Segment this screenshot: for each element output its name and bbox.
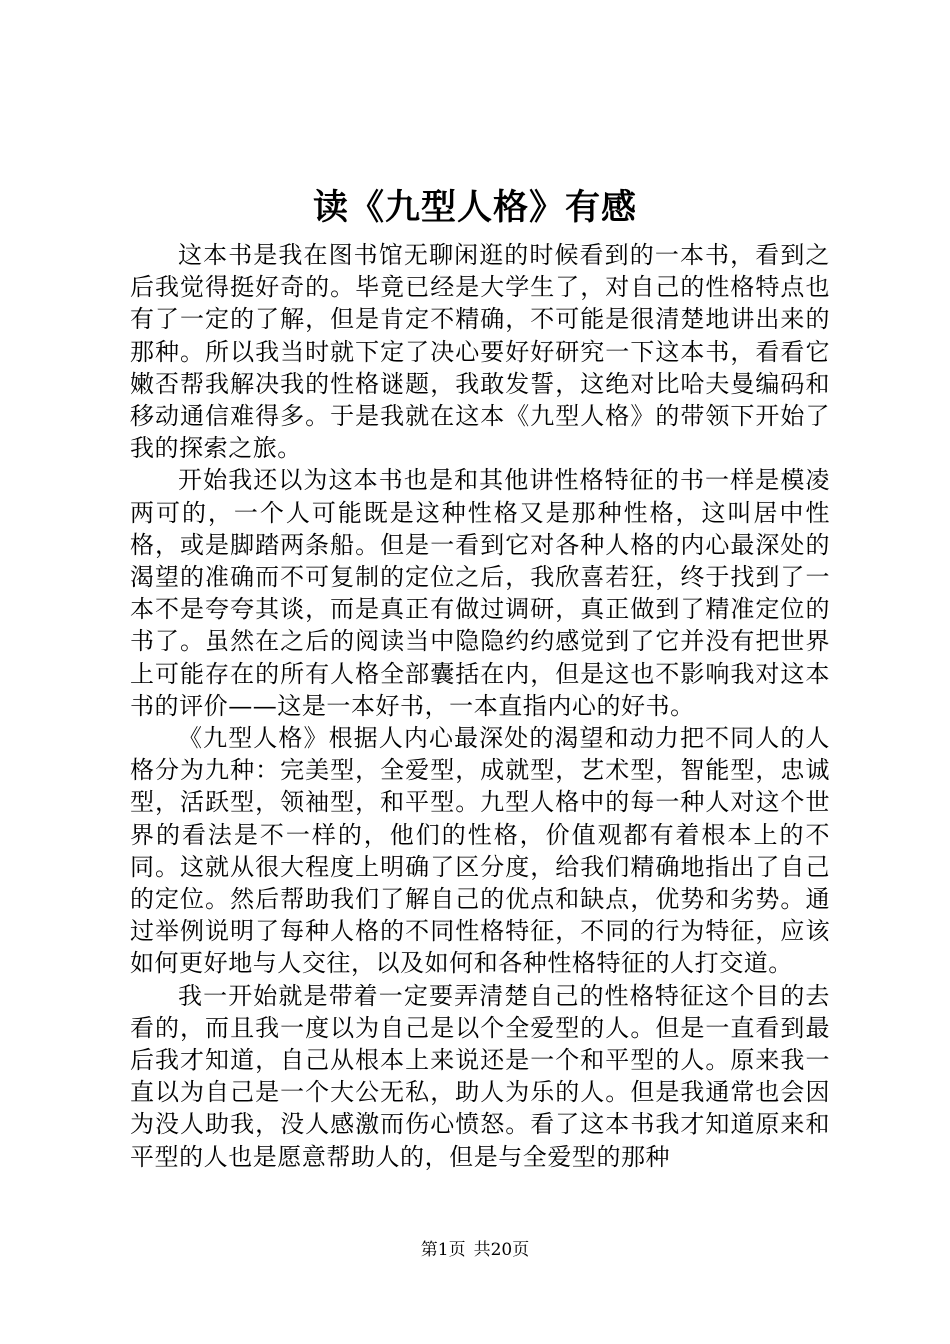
page-number: 第1页: [420, 1240, 466, 1260]
paragraph: 这本书是我在图书馆无聊闲逛的时候看到的一本书，看到之后我觉得挺好奇的。毕竟已经是大学生了，对自己的性格特点也有了一定的了解，但是肯定不精确，不可能是很清楚地讲出来的那种。所以我当时就下定了决心要好好研究一下这本书，看看它嫩否帮我解决我的性格谜题，我敢发誓，这绝对比哈夫曼编码和移动通信难得多。于是我就在这本《九型人格》的带领下开始了我的探索之旅。: [130, 241, 830, 463]
total-pages: 共20页: [473, 1240, 530, 1260]
document-body: [130, 239, 830, 1173]
page-footer: [0, 1238, 950, 1262]
paragraph: 《九型人格》根据人内心最深处的渴望和动力把不同人的人格分为九种：完美型，全爱型，成就型，艺术型，智能型，忠诚型，活跃型，领袖型，和平型。九型人格中的每一种人对这个世界的看法是不一样的，他们的性格，价值观都有着根本上的不同。这就从很大程度上明确了区分度，给我们精确地指出了自己的定位。然后帮助我们了解自己的优点和缺点，优势和劣势。通过举例说明了每种人格的不同性格特征，不同的行为特征，应该如何更好地与人交往，以及如何和各种性格特征的人打交道。: [130, 724, 830, 978]
paragraph: 我一开始就是带着一定要弄清楚自己的性格特征这个目的去看的，而且我一度以为自己是以个全爱型的人。但是一直看到最后我才知道，自己从根本上来说还是一个和平型的人。原来我一直以为自己是一个大公无私，助人为乐的人。但是我通常也会因为没人助我，没人感激而伤心愤怒。看了这本书我才知道原来和平型的人也是愿意帮助人的，但是与全爱型的那种: [130, 981, 830, 1171]
paragraph: 开始我还以为这本书也是和其他讲性格特征的书一样是模凌两可的，一个人可能既是这种性格又是那种性格，这叫居中性格，或是脚踏两条船。但是一看到它对各种人格的内心最深处的渴望的准确而不可复制的定位之后，我欣喜若狂，终于找到了一本不是夸夸其谈，而是真正有做过调研，真正做到了精准定位的书了。虽然在之后的阅读当中隐隐约约感觉到了它并没有把世界上可能存在的所有人格全部囊括在内，但是这也不影响我对这本书的评价——这是一本好书，一本直指内心的好书。: [130, 466, 830, 720]
page-title: 读《九型人格》有感: [312, 187, 637, 228]
